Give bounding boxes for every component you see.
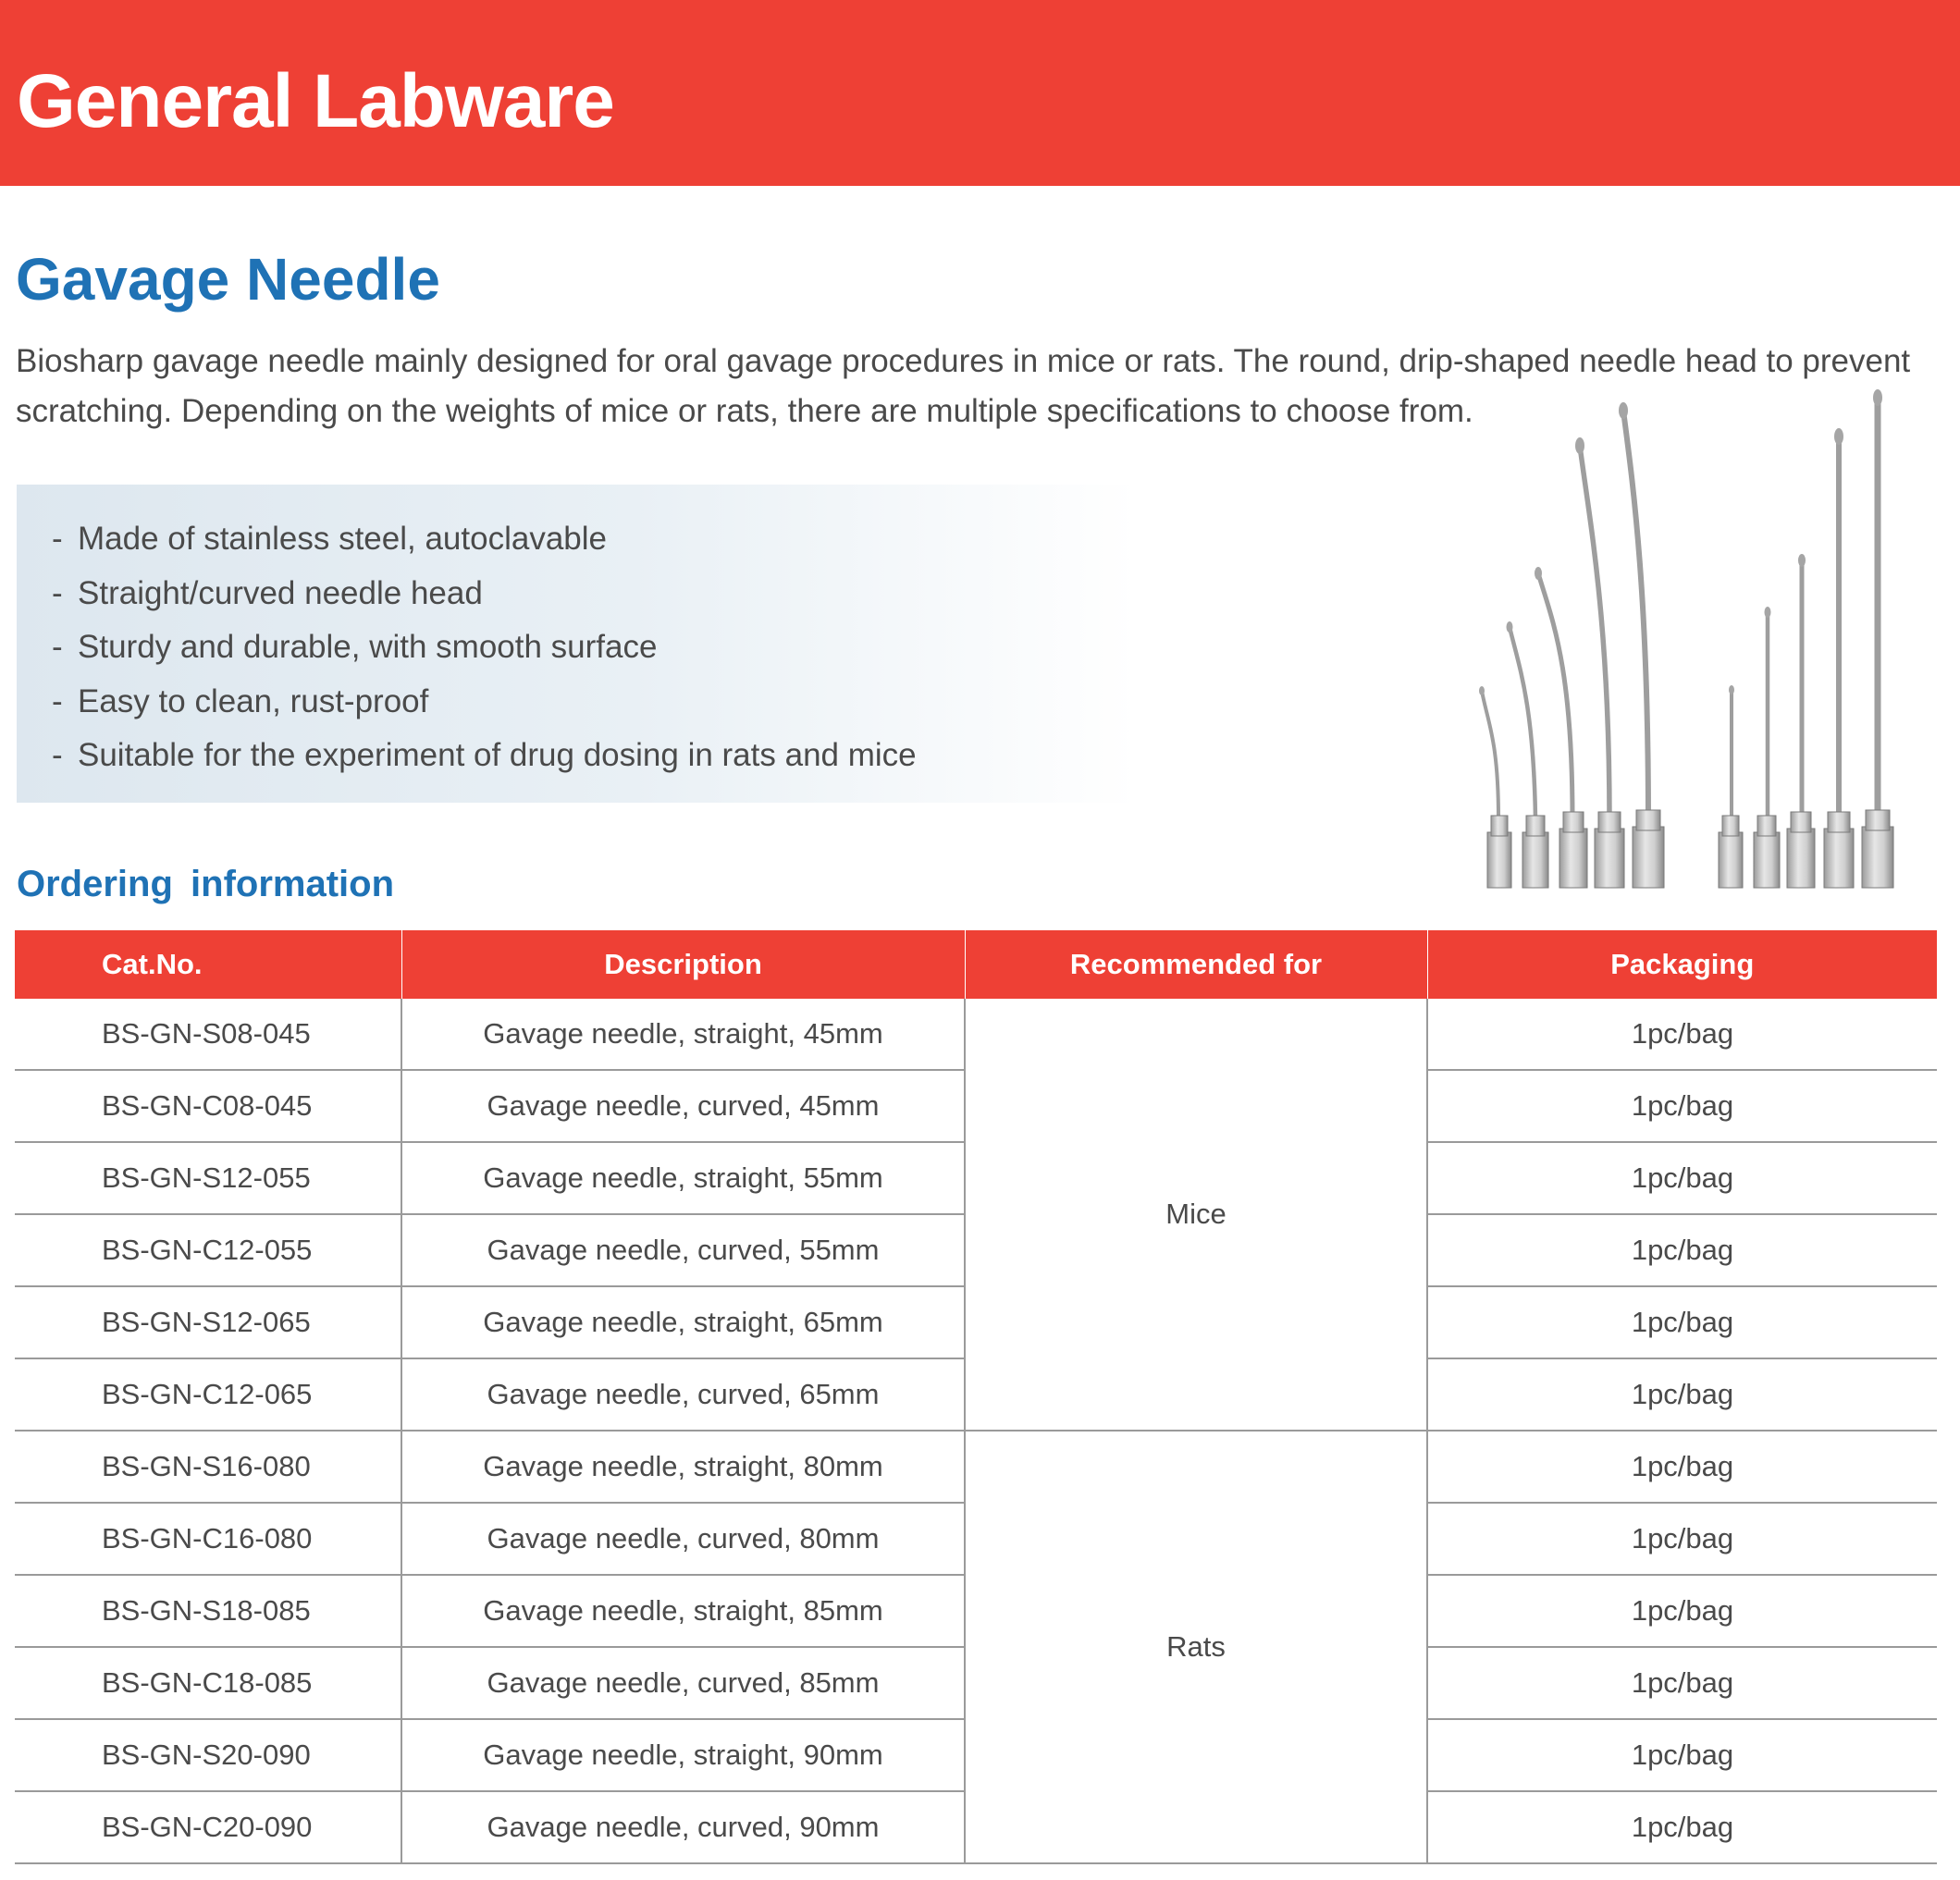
cat-no-cell: BS-GN-S20-090 (15, 1719, 401, 1791)
feature-item: - Made of stainless steel, autoclavable (52, 521, 607, 557)
cat-no-cell: BS-GN-S18-085 (15, 1575, 401, 1647)
description-cell: Gavage needle, curved, 65mm (401, 1358, 965, 1431)
header-description: Description (401, 930, 965, 999)
packaging-cell: 1pc/bag (1427, 1070, 1937, 1142)
cat-no-cell: BS-GN-S08-045 (15, 999, 401, 1070)
feature-item: - Suitable for the experiment of drug dosing in rats and mice (52, 737, 917, 773)
page-title: General Labware (17, 59, 614, 143)
feature-text: Sturdy and durable, with smooth surface (78, 629, 658, 665)
header-banner (0, 0, 1960, 186)
header-packaging: Packaging (1427, 930, 1937, 999)
packaging-cell: 1pc/bag (1427, 1286, 1937, 1358)
packaging-cell: 1pc/bag (1427, 1358, 1937, 1431)
description-cell: Gavage needle, curved, 90mm (401, 1791, 965, 1863)
straight-needle-tips (1729, 389, 1882, 694)
description-cell: Gavage needle, curved, 55mm (401, 1214, 965, 1286)
needle-hubs (1487, 810, 1893, 888)
packaging-cell: 1pc/bag (1427, 1503, 1937, 1575)
cat-no-cell: BS-GN-C18-085 (15, 1647, 401, 1719)
cat-no-cell: BS-GN-S16-080 (15, 1431, 401, 1503)
packaging-cell: 1pc/bag (1427, 1214, 1937, 1286)
description-cell: Gavage needle, straight, 90mm (401, 1719, 965, 1791)
description-cell: Gavage needle, curved, 45mm (401, 1070, 965, 1142)
feature-text: Easy to clean, rust-proof (78, 682, 429, 719)
feature-text: Straight/curved needle head (78, 574, 483, 611)
packaging-cell: 1pc/bag (1427, 1431, 1937, 1503)
cat-no-cell: BS-GN-C12-055 (15, 1214, 401, 1286)
gavage-needles-image (1471, 388, 1905, 906)
ordering-information-title: Ordering information (17, 864, 394, 904)
product-title: Gavage Needle (16, 246, 440, 313)
cat-no-cell: BS-GN-C20-090 (15, 1791, 401, 1863)
recommended-rats-cell: Rats (965, 1431, 1427, 1863)
feature-item: - Sturdy and durable, with smooth surface (52, 629, 658, 665)
cat-no-cell: BS-GN-C08-045 (15, 1070, 401, 1142)
features-panel (17, 485, 1138, 803)
header-recommended-for: Recommended for (965, 930, 1427, 999)
feature-item: - Easy to clean, rust-proof (52, 682, 429, 719)
header-cat-no: Cat.No. (15, 930, 401, 999)
product-description: Biosharp gavage needle mainly designed for oral gavage procedures in mice or rats. The round, drip-shaped needle head to prevent scratching. Depending on the weights of mice or rats, there are multiple specifications to choose from. (16, 343, 1911, 429)
curved-needles-group (1482, 411, 1648, 818)
packaging-cell: 1pc/bag (1427, 1575, 1937, 1647)
features-list (17, 485, 1138, 783)
packaging-cell: 1pc/bag (1427, 1142, 1937, 1214)
cat-no-cell: BS-GN-S12-065 (15, 1286, 401, 1358)
recommended-mice-cell: Mice (965, 999, 1427, 1431)
description-cell: Gavage needle, curved, 85mm (401, 1647, 965, 1719)
table-header-row (15, 930, 1937, 999)
feature-item: - Straight/curved needle head (52, 574, 483, 611)
description-cell: Gavage needle, straight, 45mm (401, 999, 965, 1070)
description-cell: Gavage needle, straight, 65mm (401, 1286, 965, 1358)
ordering-table (15, 930, 1937, 1864)
description-cell: Gavage needle, straight, 55mm (401, 1142, 965, 1214)
cat-no-cell: BS-GN-C16-080 (15, 1503, 401, 1575)
packaging-cell: 1pc/bag (1427, 999, 1937, 1070)
packaging-cell: 1pc/bag (1427, 1719, 1937, 1791)
feature-text: Made of stainless steel, autoclavable (78, 521, 607, 557)
description-cell: Gavage needle, curved, 80mm (401, 1503, 965, 1575)
table-row (15, 1431, 1937, 1503)
straight-needles-group (1732, 398, 1878, 818)
cat-no-cell: BS-GN-S12-055 (15, 1142, 401, 1214)
feature-text: Suitable for the experiment of drug dosing in rats and mice (78, 737, 917, 773)
description-cell: Gavage needle, straight, 80mm (401, 1431, 965, 1503)
table-row (15, 999, 1937, 1070)
packaging-cell: 1pc/bag (1427, 1647, 1937, 1719)
cat-no-cell: BS-GN-C12-065 (15, 1358, 401, 1431)
packaging-cell: 1pc/bag (1427, 1791, 1937, 1863)
description-cell: Gavage needle, straight, 85mm (401, 1575, 965, 1647)
